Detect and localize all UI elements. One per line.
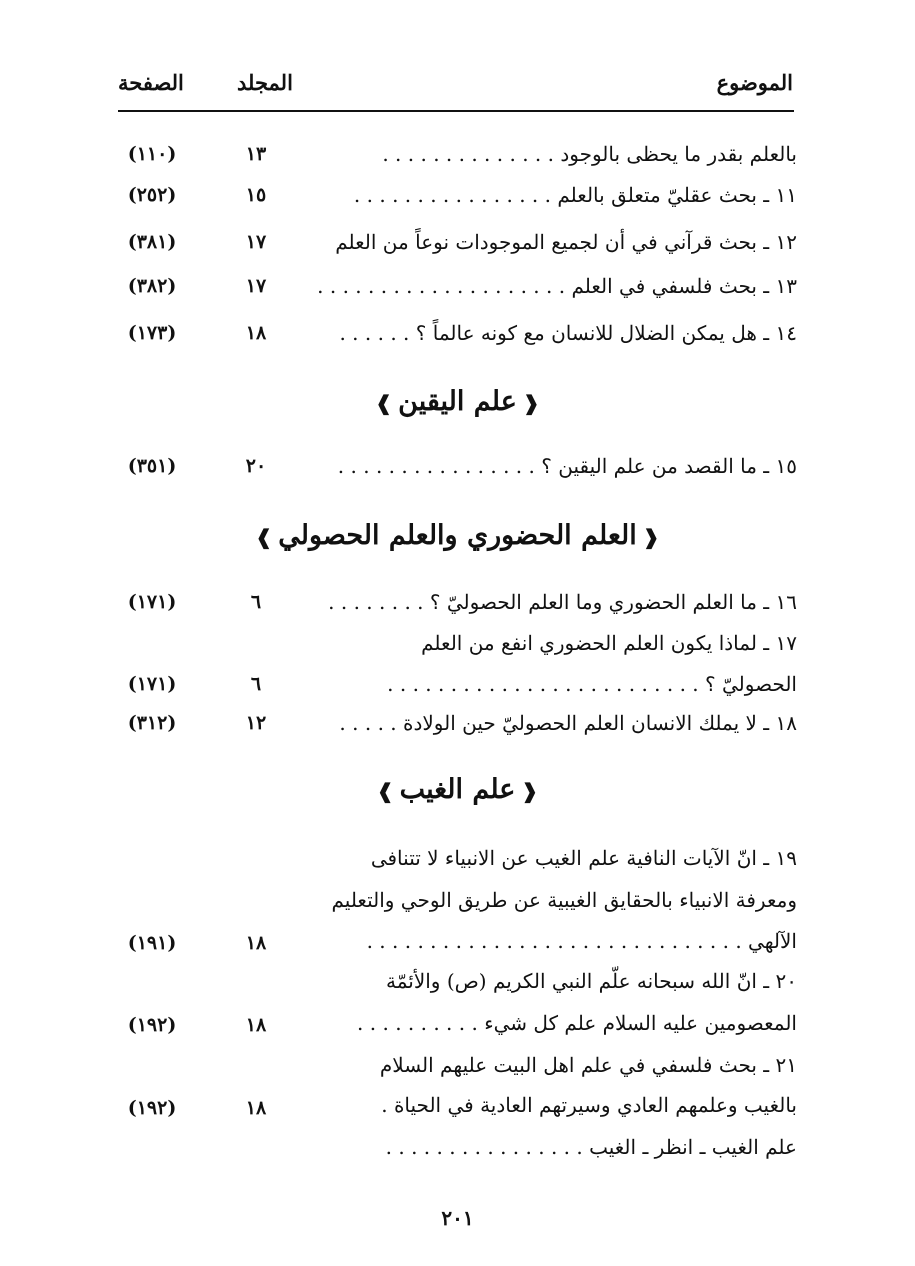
toc-entry-topic: الآلهي . . . . . . . . . . . . . . . . . . . . . . . . . . . . . .: [366, 929, 797, 953]
header-page: الصفحة: [118, 70, 184, 95]
toc-entry-volume: ٦: [250, 591, 262, 613]
toc-entry-volume: ١٨: [245, 322, 267, 344]
ornament-right: ❱: [522, 391, 540, 415]
toc-entry-volume: ٦: [250, 673, 262, 695]
toc-entry-topic: ١٦ ـ ما العلم الحضوري وما العلم الحصوليّ ؟ . . . . . . . .: [328, 590, 797, 614]
toc-entry-topic: ٢٠ ـ انّ الله سبحانه علّم النبي الكريم (ص) والأئمّة: [385, 969, 797, 993]
toc-entry-topic: علم الغيب ـ انظر ـ الغيب . . . . . . . . . . . . . . . .: [385, 1135, 797, 1159]
toc-entry-volume: ١٥: [245, 184, 267, 206]
toc-entry-page: (٣٨١): [127, 231, 177, 253]
toc-entry-topic: ١٧ ـ لماذا يكون العلم الحضوري انفع من العلم: [421, 631, 797, 655]
header-divider: [118, 110, 794, 112]
page-number: ٢٠١: [441, 1206, 474, 1230]
section-heading: ❰ علم اليقين ❱: [0, 380, 915, 424]
toc-entry-volume: ١٢: [245, 712, 267, 734]
toc-entry-page: (١٩٢): [127, 1097, 177, 1119]
toc-entry-topic: المعصومين عليه السلام علم كل شيء . . . . . . . . . .: [357, 1011, 797, 1035]
toc-entry-topic: الحصوليّ ؟ . . . . . . . . . . . . . . . . . . . . . . . . .: [387, 672, 797, 696]
toc-entry-volume: ١٨: [245, 1014, 267, 1036]
toc-entry-topic: ١٥ ـ ما القصد من علم اليقين ؟ . . . . . . . . . . . . . . . .: [337, 454, 797, 478]
toc-entry-topic: بالعلم بقدر ما يحظى بالوجود . . . . . . . . . . . . . .: [382, 142, 797, 166]
toc-entry-topic: بالغيب وعلمهم العادي وسيرتهم العادية في الحياة .: [381, 1093, 797, 1117]
toc-entry-topic: ومعرفة الانبياء بالحقايق الغيبية عن طريق الوحي والتعليم: [331, 888, 797, 912]
section-heading: ❰ العلم الحضوري والعلم الحصولي ❱: [0, 514, 915, 558]
toc-entry-page: (١٩١): [127, 932, 177, 954]
toc-entry-page: (٣٨٢): [127, 275, 177, 297]
toc-entry-topic: ١٢ ـ بحث قرآني في أن لجميع الموجودات نوعاً من العلم: [335, 230, 797, 254]
toc-entry-page: (٣١٢): [127, 712, 177, 734]
section-heading: ❰ علم الغيب ❱: [0, 768, 915, 812]
toc-entry-topic: ١٩ ـ انّ الآيات النافية علم الغيب عن الانبياء لا تتنافى: [370, 846, 797, 870]
header-volume: المجلد: [237, 70, 293, 95]
toc-entry-page: (٣٥١): [127, 455, 177, 477]
toc-entry-page: (١٧٣): [127, 322, 177, 344]
toc-entry-page: (١٧١): [127, 673, 177, 695]
toc-entry-volume: ١٧: [245, 275, 267, 297]
toc-entry-volume: ١٨: [245, 932, 267, 954]
toc-entry-topic: ٢١ ـ بحث فلسفي في علم اهل البيت عليهم السلام: [379, 1053, 797, 1077]
toc-entry-volume: ١٨: [245, 1097, 267, 1119]
toc-entry-page: (١٧١): [127, 591, 177, 613]
ornament-right: ❱: [521, 779, 539, 803]
toc-entry-topic: ١٣ ـ بحث فلسفي في العلم . . . . . . . . . . . . . . . . . . . .: [317, 274, 797, 298]
toc-entry-topic: ١١ ـ بحث عقليّ متعلق بالعلم . . . . . . . . . . . . . . . .: [353, 183, 797, 207]
toc-entry-volume: ٢٠: [245, 455, 267, 477]
toc-entry-page: (١١٠): [127, 143, 177, 165]
toc-entry-volume: ١٣: [245, 143, 267, 165]
ornament-left: ❰: [255, 525, 273, 549]
ornament-left: ❰: [375, 391, 393, 415]
toc-entry-volume: ١٧: [245, 231, 267, 253]
ornament-left: ❰: [376, 779, 394, 803]
toc-entry-page: (١٩٢): [127, 1014, 177, 1036]
toc-entry-page: (٢٥٢): [127, 184, 177, 206]
toc-entry-topic: ١٨ ـ لا يملك الانسان العلم الحصوليّ حين الولادة . . . . .: [339, 711, 797, 735]
toc-entry-topic: ١٤ ـ هل يمكن الضلال للانسان مع كونه عالماً ؟ . . . . . .: [339, 321, 797, 345]
header-topic: الموضوع: [716, 70, 793, 95]
ornament-right: ❱: [642, 525, 660, 549]
